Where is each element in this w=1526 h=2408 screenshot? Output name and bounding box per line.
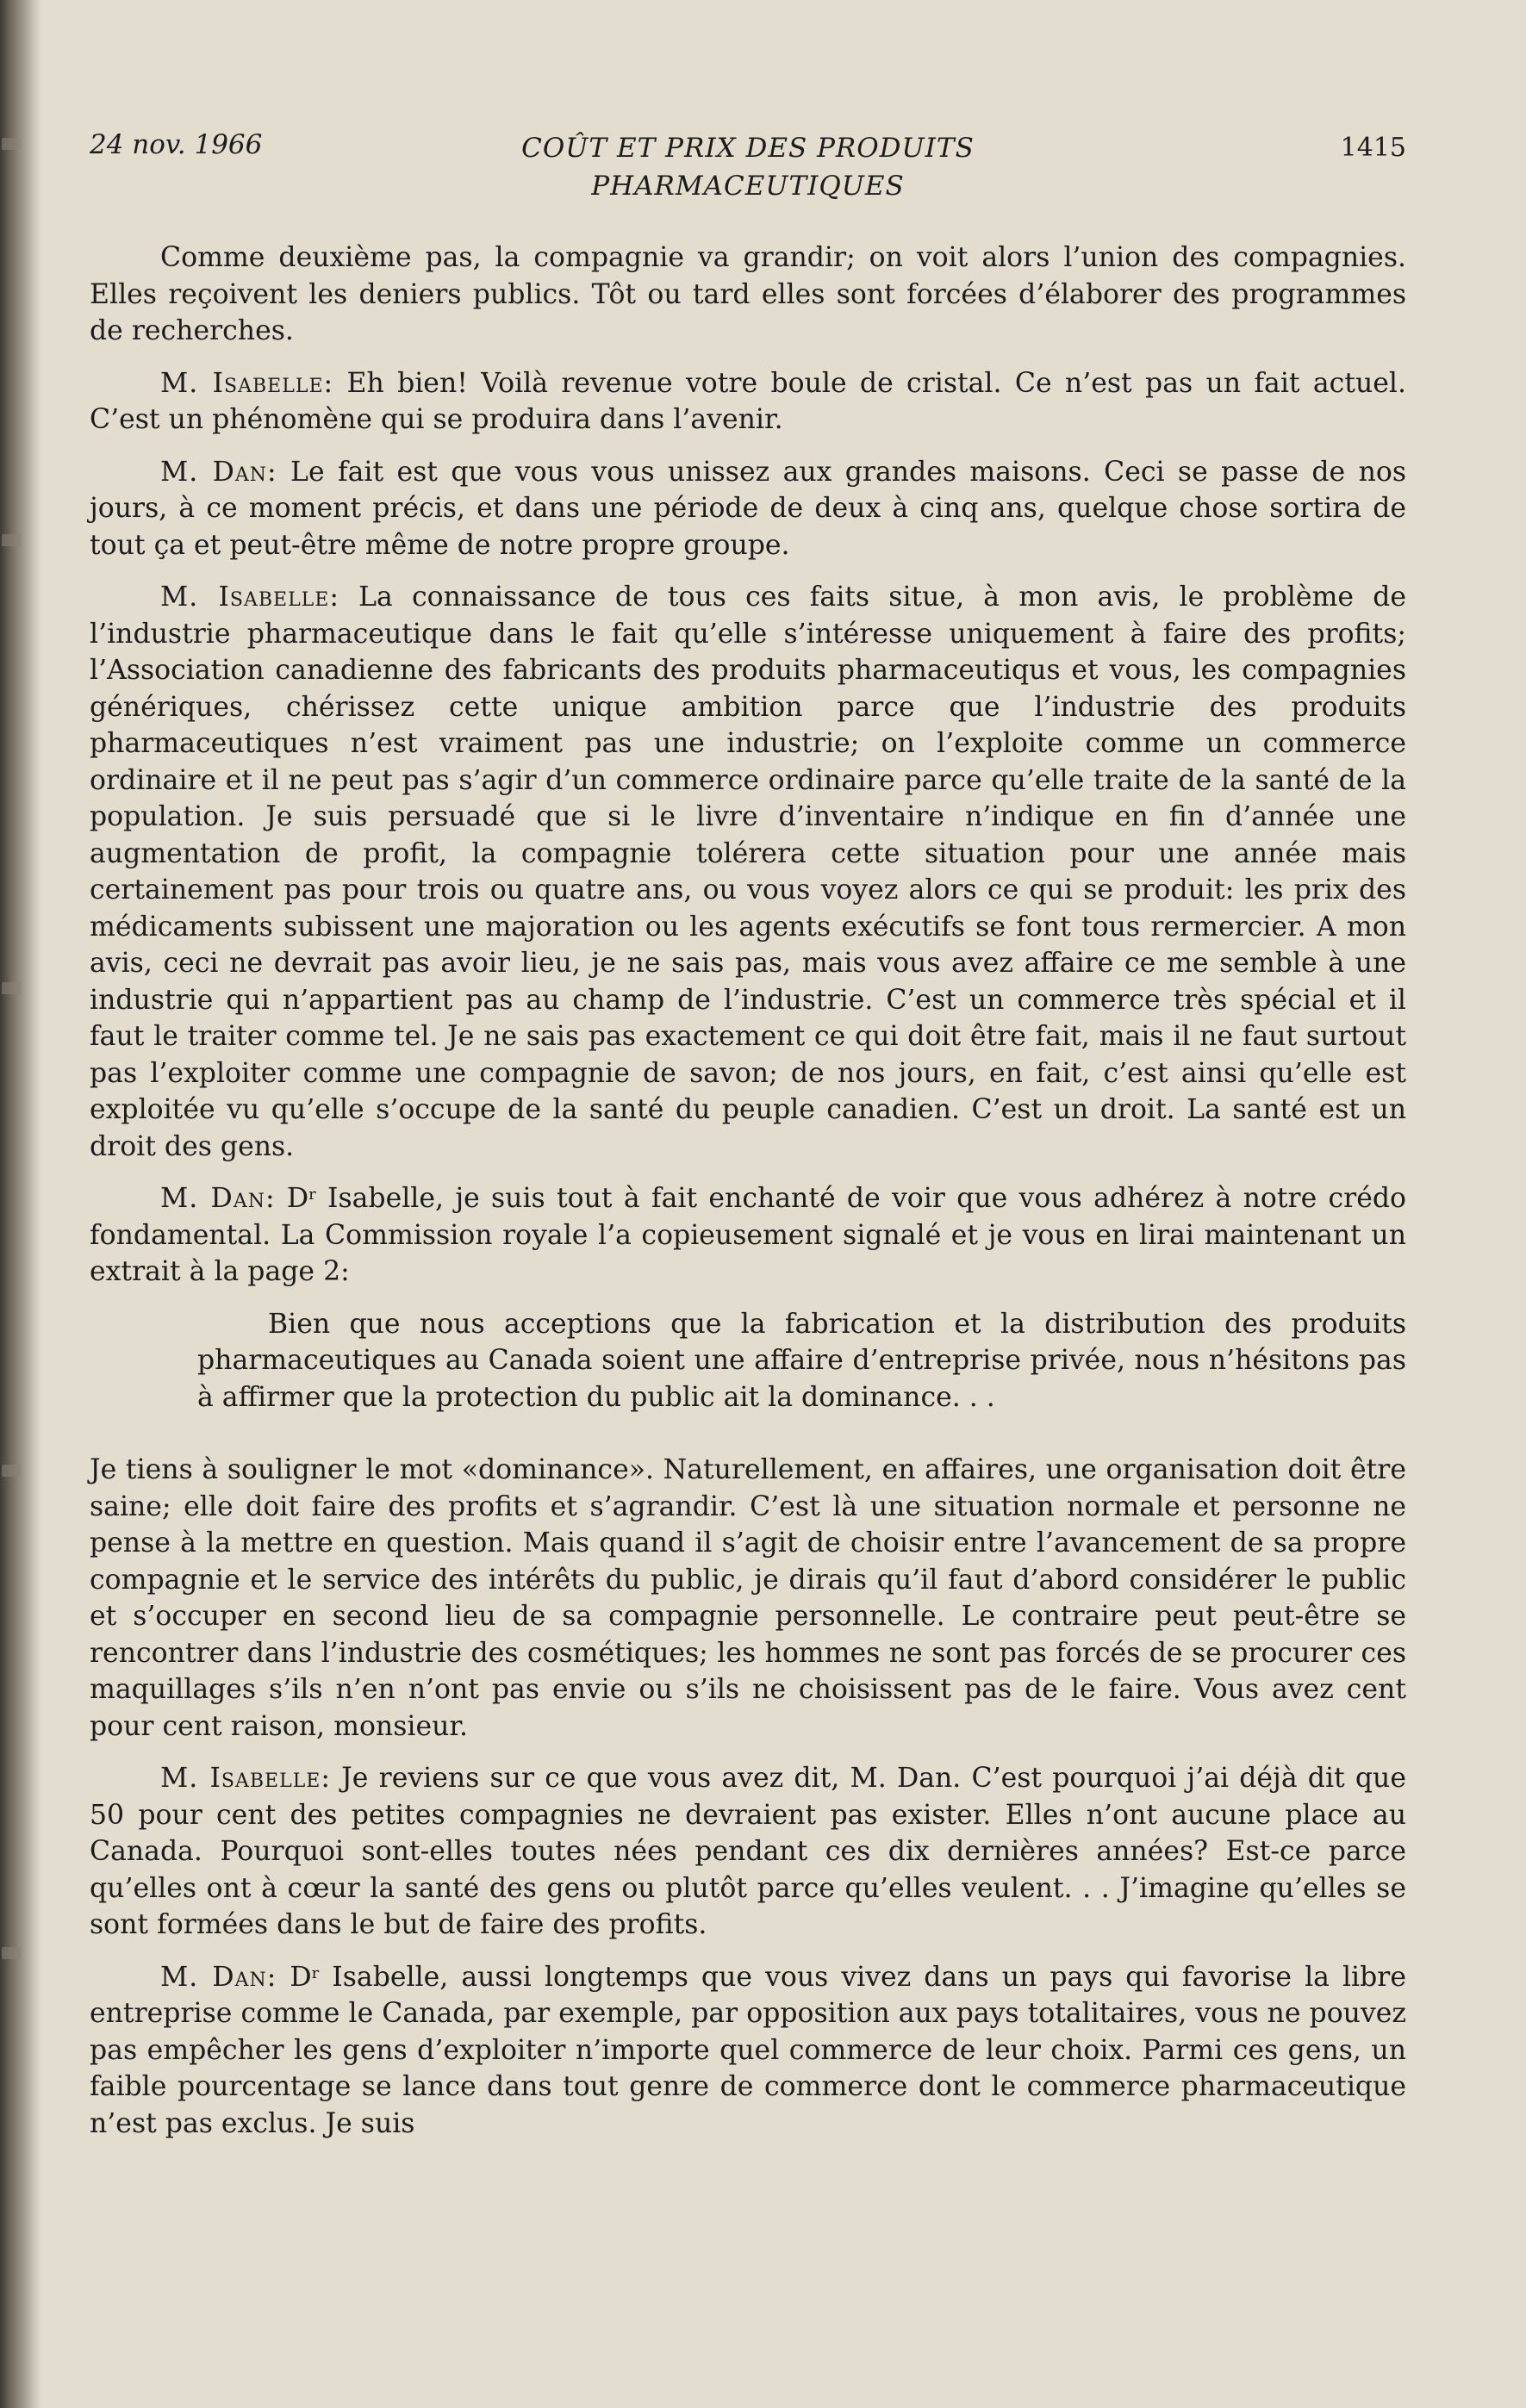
header-date: 24 nov. 1966 (90, 129, 263, 160)
speaker-name: M. Isabelle: (160, 582, 339, 613)
paragraph (90, 1760, 1406, 1944)
book-binding-shadow (0, 0, 41, 2408)
block-quote: Bien que nous acceptions que la fabrication et la distribution des produits pharmaceutiques au Canada soient une affaire d’entreprise privée, nous n’hésitons pas à affirmer que la protection du public ait la dominance. . . (197, 1308, 1406, 1413)
paragraph-text: Je reviens sur ce que vous avez dit, M. Dan. C’est pourquoi j’ai déjà dit que 50 pour cent des petites compagnies ne devraient pas exister. Elles n’ont aucune place au Canada. Pourquoi sont-elles toutes nées pendant ces dix dernières années? Est-ce parce qu’elles ont à cœur la santé des gens ou plutôt parce qu’elles veulent. . . J’imagine qu’elles se sont formées dans le but de faire des profits. (90, 1763, 1406, 1940)
paragraph (90, 365, 1406, 439)
paragraph-continuation: Je tiens à souligner le mot «dominance». Naturellement, en affaires, une organisation doit être saine; elle doit faire des profits et s’agrandir. C’est là une situation normale et personne ne pense à la mettre en question. Mais quand il s’agit de choisir entre l’avancement de sa propre compagnie et le service des intérêts du public, je dirais qu’il faut d’abord considérer le public et s’occuper en second lieu de sa compagnie personnelle. Le contraire peut peut-être se rencontrer dans l’industrie des cosmétiques; les hommes ne sont pas forcés de se procurer ces maquillages s’ils n’en n’ont pas envie ou s’ils ne choisissent pas de le faire. Vous avez cent pour cent raison, monsieur. (90, 1454, 1406, 1742)
speaker-name: M. Dan: (160, 1961, 277, 1993)
speaker-name: M. Dan: (160, 456, 277, 488)
header-title (90, 129, 1406, 205)
paragraph (90, 454, 1406, 564)
paragraph (90, 1959, 1406, 2143)
paragraph-text: Eh bien! Voilà revenue votre boule de cristal. Ce n’est pas un fait actuel. C’est un phénomène qui se produira dans l’avenir. (90, 367, 1406, 435)
paragraph-text: Comme deuxième pas, la compagnie va grandir; on voit alors l’union des compagnies. Elles reçoivent les deniers publics. Tôt ou tard elles sont forcées d’élaborer des programmes de recherches. (90, 242, 1406, 346)
paragraph-text: Isabelle, je suis tout à fait enchanté de voir que vous adhérez à notre crédo fondamental. La Commission royale l’a copieusement signalé et je vous en lirai maintenant un extrait à la page 2: (90, 1183, 1406, 1287)
header-title-line2: PHARMACEUTIQUES (591, 171, 905, 202)
superscript: r (308, 1185, 316, 1204)
page-number: 1415 (1340, 133, 1406, 163)
paragraph (90, 240, 1406, 350)
speaker-name: M. Dan: (160, 1183, 276, 1214)
header-title-line1: COÛT ET PRIX DES PRODUITS (521, 133, 975, 164)
page (90, 129, 1406, 2157)
paragraph (90, 1180, 1406, 1291)
gutter-mark (2, 138, 21, 150)
paragraph-text: La connaissance de tous ces faits situe, à mon avis, le problème de l’industrie pharmaceutique dans le fait qu’elle s’intéresse uniquement à faire des profits; l’Association canadienne des fabricants des produits pharmaceutiqus et vous, les compagnies génériques, chérissez cette unique ambition parce que l’industrie des produits pharmaceutiques n’est vraiment pas une industrie; on l’exploite comme un commerce ordinaire et il ne peut pas s’agir d’un commerce ordinaire parce qu’elle traite de la santé de la population. Je suis persuadé que si le livre d’inventaire n’indique en fin d’année une augmentation de profit, la compagnie tolérera cette situation pour une année mais certainement pas pour trois ou quatre ans, ou vous voyez alors ce qui se produit: les prix des médicaments subissent une majoration ou les agents exécutifs se font tous rermercier. A mon avis, ceci ne devrait pas avoir lieu, je ne sais pas, mais vous avez affaire ce me semble à une industrie qui n’appartient pas au champ de l’industrie. C’est un commerce très spécial et il faut le traiter comme tel. Je ne sais pas exactement ce qui doit être fait, mais il ne faut surtout pas l’exploiter comme une compagnie de savon; de nos jours, en fait, c’est ainsi qu’elle est exploitée vu qu’elle s’occupe de la santé du peuple canadien. C’est un droit. La santé est un droit des gens. (90, 582, 1406, 1162)
gutter-mark (2, 1947, 21, 1959)
paragraph-text: D (275, 1183, 309, 1214)
gutter-mark (2, 982, 21, 994)
gutter-mark (2, 534, 21, 546)
superscript: r (311, 1963, 320, 1982)
speaker-name: M. Isabelle: (160, 1763, 331, 1794)
gutter-mark (2, 1465, 21, 1477)
paragraph (90, 579, 1406, 1165)
speaker-name: M. Isabelle: (160, 367, 334, 399)
paragraph-text: D (277, 1961, 312, 1993)
paragraph-text: Le fait est que vous vous unissez aux grandes maisons. Ceci se passe de nos jours, à ce moment précis, et dans une période de deux à cinq ans, quelque chose sortira de tout ça et peut-être même de notre propre groupe. (90, 456, 1406, 561)
paragraph-text: Isabelle, aussi longtemps que vous vivez dans un pays qui favorise la libre entreprise comme le Canada, par exemple, par opposition aux pays totalitaires, vous ne pouvez pas empêcher les gens d’exploiter n’importe quel commerce de leur choix. Parmi ces gens, un faible pourcentage se lance dans tout genre de commerce dont le commerce pharmaceutique n’est pas exclus. Je suis (90, 1961, 1406, 2139)
page-header (90, 129, 1406, 215)
